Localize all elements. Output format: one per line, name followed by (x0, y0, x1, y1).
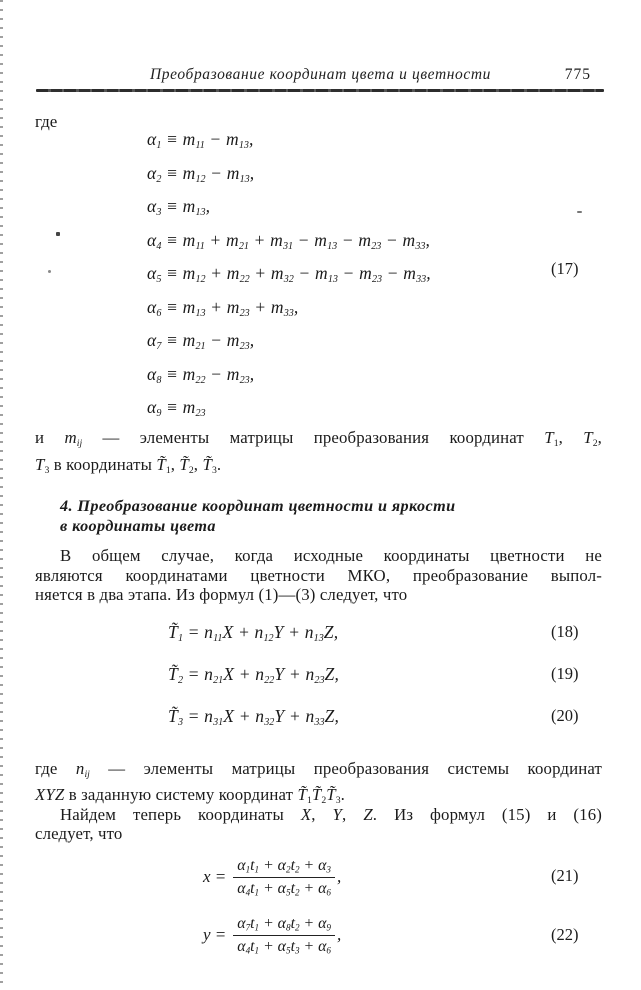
equation-comma: , (336, 925, 342, 944)
math-expression: $T̃_3 = n_{31}X + n_{32}Y + n_{33}Z$, (168, 706, 340, 729)
equation-number-20: (20) (551, 706, 579, 725)
equation-number-21: (21) (551, 866, 579, 885)
text-line: являются координатами цветности МКО, преобразование выпол- (35, 565, 602, 585)
paragraph-nij-elements (35, 756, 602, 808)
scan-edge-artifact (0, 0, 3, 990)
paragraph-general-case (35, 546, 602, 605)
text-line: В общем случае, когда исходные координаты цветности не (60, 546, 602, 565)
paragraph-matrix-elements (35, 424, 602, 478)
scan-speck (56, 232, 60, 236)
math-expression: $T̃_1 = n_{11}X + n_{12}Y + n_{13}Z$, (168, 622, 339, 645)
equation-comma: , (336, 867, 342, 886)
equation-alpha-5: $\alpha_5 \equiv m_{12} + m_{22} + m_{32} - m_{13} - m_{23} - m_{33}$, (147, 263, 431, 286)
equation-alpha-4: $\alpha_4 \equiv m_{11} + m_{21} + m_{31} - m_{13} - m_{23} - m_{33}$, (147, 229, 431, 252)
header-rule (36, 89, 604, 92)
equation-number-17: (17) (551, 259, 579, 278)
equation-alpha-9: $\alpha_9 \equiv m_{23}$ (147, 397, 206, 420)
fraction (233, 857, 335, 898)
equation-alpha-8: $\alpha_8 \equiv m_{22} - m_{23}$, (147, 363, 255, 386)
heading-line: 4. Преобразование координат цветности и яркости (60, 497, 456, 515)
page-number: 775 (564, 66, 591, 83)
text-line: следует, что (35, 824, 123, 843)
equation-alpha-1: $\alpha_1 \equiv m_{11} - m_{13}$, (147, 129, 254, 152)
fraction-numerator: $\alpha_1t_1 + \alpha_2t_2 + \alpha_3$ (237, 856, 331, 875)
fraction-denominator: $\alpha_4t_1 + \alpha_5t_3 + \alpha_6$ (233, 935, 335, 956)
equation-number-22: (22) (551, 925, 579, 944)
where-label: где (35, 112, 58, 131)
running-header (36, 66, 605, 86)
heading-line: в координаты цвета (60, 517, 216, 535)
math-expression: $T̃_2 = n_{21}X + n_{22}Y + n_{23}Z$, (168, 664, 340, 687)
equation-18 (168, 622, 338, 643)
running-title: Преобразование координат цвета и цветности (149, 66, 492, 83)
scan-speck (577, 211, 582, 213)
text-line: Найдем теперь координаты X, Y, Z. Из формул (15) и (16) (60, 805, 602, 824)
fraction (233, 915, 335, 956)
equation-alpha-7: $\alpha_7 \equiv m_{21} - m_{23}$, (147, 330, 255, 353)
equation-22 (203, 909, 341, 961)
text-line: $T_3$ в координаты $T̃_1$, $T̃_2$, $T̃_3$. (35, 455, 222, 476)
fraction-numerator: $\alpha_7t_1 + \alpha_8t_2 + \alpha_9$ (237, 914, 331, 933)
equation-number-19: (19) (551, 664, 579, 683)
fraction-denominator: $\alpha_4t_1 + \alpha_5t_2 + \alpha_6$ (233, 877, 335, 898)
equation-20 (168, 706, 339, 727)
text-line: няется в два этапа. Из формул (1)—(3) следует, что (35, 585, 408, 605)
scan-speck (48, 270, 51, 273)
equation-19 (168, 664, 339, 685)
equation-21 (203, 851, 341, 903)
text-line: и $m_{ij}$ — элементы матрицы преобразования координат $T_1$, $T_2$, (35, 428, 602, 449)
equation-lhs: x = (203, 867, 227, 886)
section-heading (60, 496, 580, 536)
equation-alpha-3: $\alpha_3 \equiv m_{13}$, (147, 196, 211, 219)
equation-group-17 (147, 123, 431, 425)
equation-lhs: y = (203, 925, 227, 944)
text-line: XYZ в заданную систему координат $T̃_1T̃_2T̃_3$. (35, 785, 345, 806)
equation-alpha-6: $\alpha_6 \equiv m_{13} + m_{23} + m_{33}$, (147, 296, 299, 319)
equation-alpha-2: $\alpha_2 \equiv m_{12} - m_{13}$, (147, 162, 255, 185)
equation-number-18: (18) (551, 622, 579, 641)
text-line: где $n_{ij}$ — элементы матрицы преобразования системы координат (35, 759, 602, 780)
paragraph-find-xyz (35, 805, 602, 843)
